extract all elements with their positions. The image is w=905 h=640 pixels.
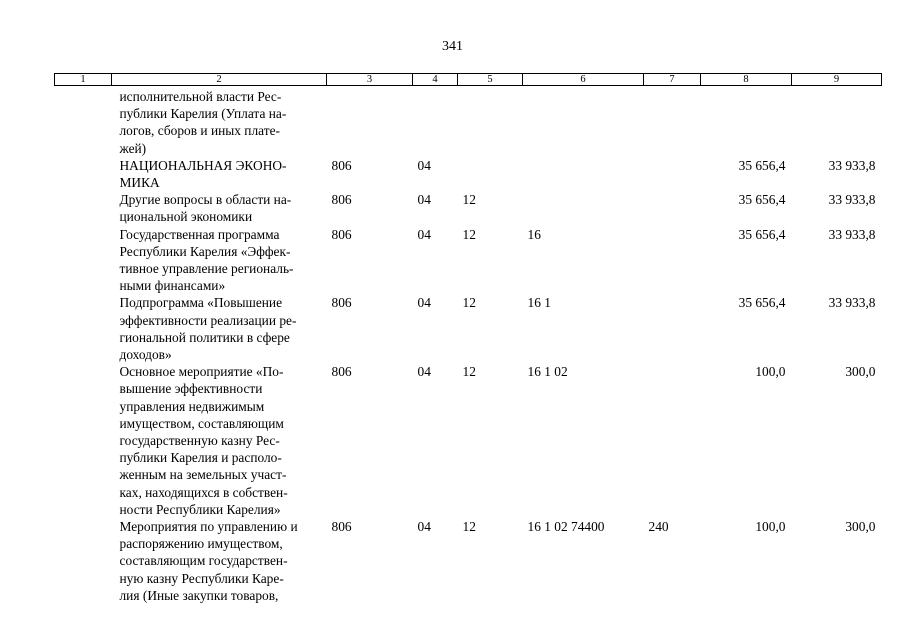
cell-rz: 04 [417,226,431,242]
cell-sum-1: 35 656,4 [738,192,786,208]
cell-ved: 806 [331,157,352,173]
cell-num [55,86,112,157]
header-col-4: 4 [413,74,458,86]
cell-sum-1: 100,0 [755,364,786,380]
cell-ved: 806 [331,192,352,208]
cell-rz: 04 [417,192,431,208]
page-number: 341 [442,39,463,54]
cell-pr: 12 [462,519,476,535]
header-col-3: 3 [327,74,413,86]
cell-sum-2: 300,0 [845,364,876,380]
cell-num [55,157,112,191]
cell-csr: 16 1 02 [527,364,568,380]
cell-csr [523,86,644,157]
cell-num [55,518,112,604]
cell-vr [644,226,701,295]
cell-ved [327,86,413,157]
cell-sum-1: 100,0 [755,519,786,535]
cell-sum-2: 33 933,8 [828,192,876,208]
header-col-5: 5 [458,74,523,86]
cell-num [55,191,112,225]
table-row [55,226,882,295]
cell-rz: 04 [417,519,431,535]
table-row [55,294,882,363]
cell-sum-1: 35 656,4 [738,226,786,242]
budget-table [54,73,882,604]
header-col-9: 9 [792,74,882,86]
cell-csr [523,191,644,225]
cell-csr: 16 1 [527,295,551,311]
cell-num [55,294,112,363]
cell-pr [458,86,523,157]
cell-name: НАЦИОНАЛЬНАЯ ЭКОНО- МИКА [119,157,287,191]
table-header [55,74,882,86]
cell-sum-2: 33 933,8 [828,226,876,242]
header-row [55,74,882,86]
cell-pr: 12 [462,364,476,380]
cell-sum-1 [701,86,792,157]
cell-vr [644,363,701,518]
cell-sum-2: 33 933,8 [828,157,876,173]
cell-name: Государственная программа Республики Карелия «Эффек- тивное управление региональ- ными финансами» [119,226,294,294]
cell-csr [523,157,644,191]
cell-sum-2: 300,0 [845,519,876,535]
cell-sum-1: 35 656,4 [738,157,786,173]
header-col-6: 6 [523,74,644,86]
header-col-2: 2 [112,74,327,86]
cell-rz: 04 [417,157,431,173]
cell-pr: 12 [462,226,476,242]
cell-csr: 16 [527,226,541,242]
cell-vr [644,157,701,191]
cell-pr: 12 [462,295,476,311]
cell-sum-2: 33 933,8 [828,295,876,311]
cell-rz: 04 [417,295,431,311]
cell-ved: 806 [331,295,352,311]
cell-csr: 16 1 02 74400 [527,519,605,535]
cell-pr [458,157,523,191]
cell-vr [644,294,701,363]
header-col-1: 1 [55,74,112,86]
cell-num [55,363,112,518]
cell-vr: 240 [648,519,669,535]
table-row [55,191,882,225]
table-row [55,518,882,604]
cell-sum-1: 35 656,4 [738,295,786,311]
cell-name: исполнительной власти Рес- публики Карелия (Уплата на- логов, сборов и иных плате- жей) [119,89,287,156]
header-col-8: 8 [701,74,792,86]
cell-name: Мероприятия по управлению и распоряжению имуществом, составляющим государствен- ную казну Республики Каре- лия (Иные закупки товаров, [119,519,298,603]
cell-vr [644,191,701,225]
cell-name: Основное мероприятие «По- вышение эффективности управления недвижимым имуществом, составляющим государственную казну Рес- публики Карелия и располо- женным на земельных участ- ках, находящихся в собствен- ности Республики Карелия» [119,364,288,517]
cell-name: Подпрограмма «Повышение эффективности реализации ре- гиональной политики в сфере доходов» [119,295,297,363]
header-col-7: 7 [644,74,701,86]
table-row [55,86,882,157]
table-row [55,363,882,518]
cell-ved: 806 [331,519,352,535]
table-row [55,157,882,191]
cell-sum-2 [792,86,882,157]
cell-ved: 806 [331,226,352,242]
cell-ved: 806 [331,364,352,380]
table-body [55,86,882,605]
cell-vr [644,86,701,157]
cell-rz: 04 [417,364,431,380]
cell-num [55,226,112,295]
cell-name: Другие вопросы в области на- циональной экономики [119,192,292,225]
cell-rz [413,86,458,157]
cell-pr: 12 [462,192,476,208]
